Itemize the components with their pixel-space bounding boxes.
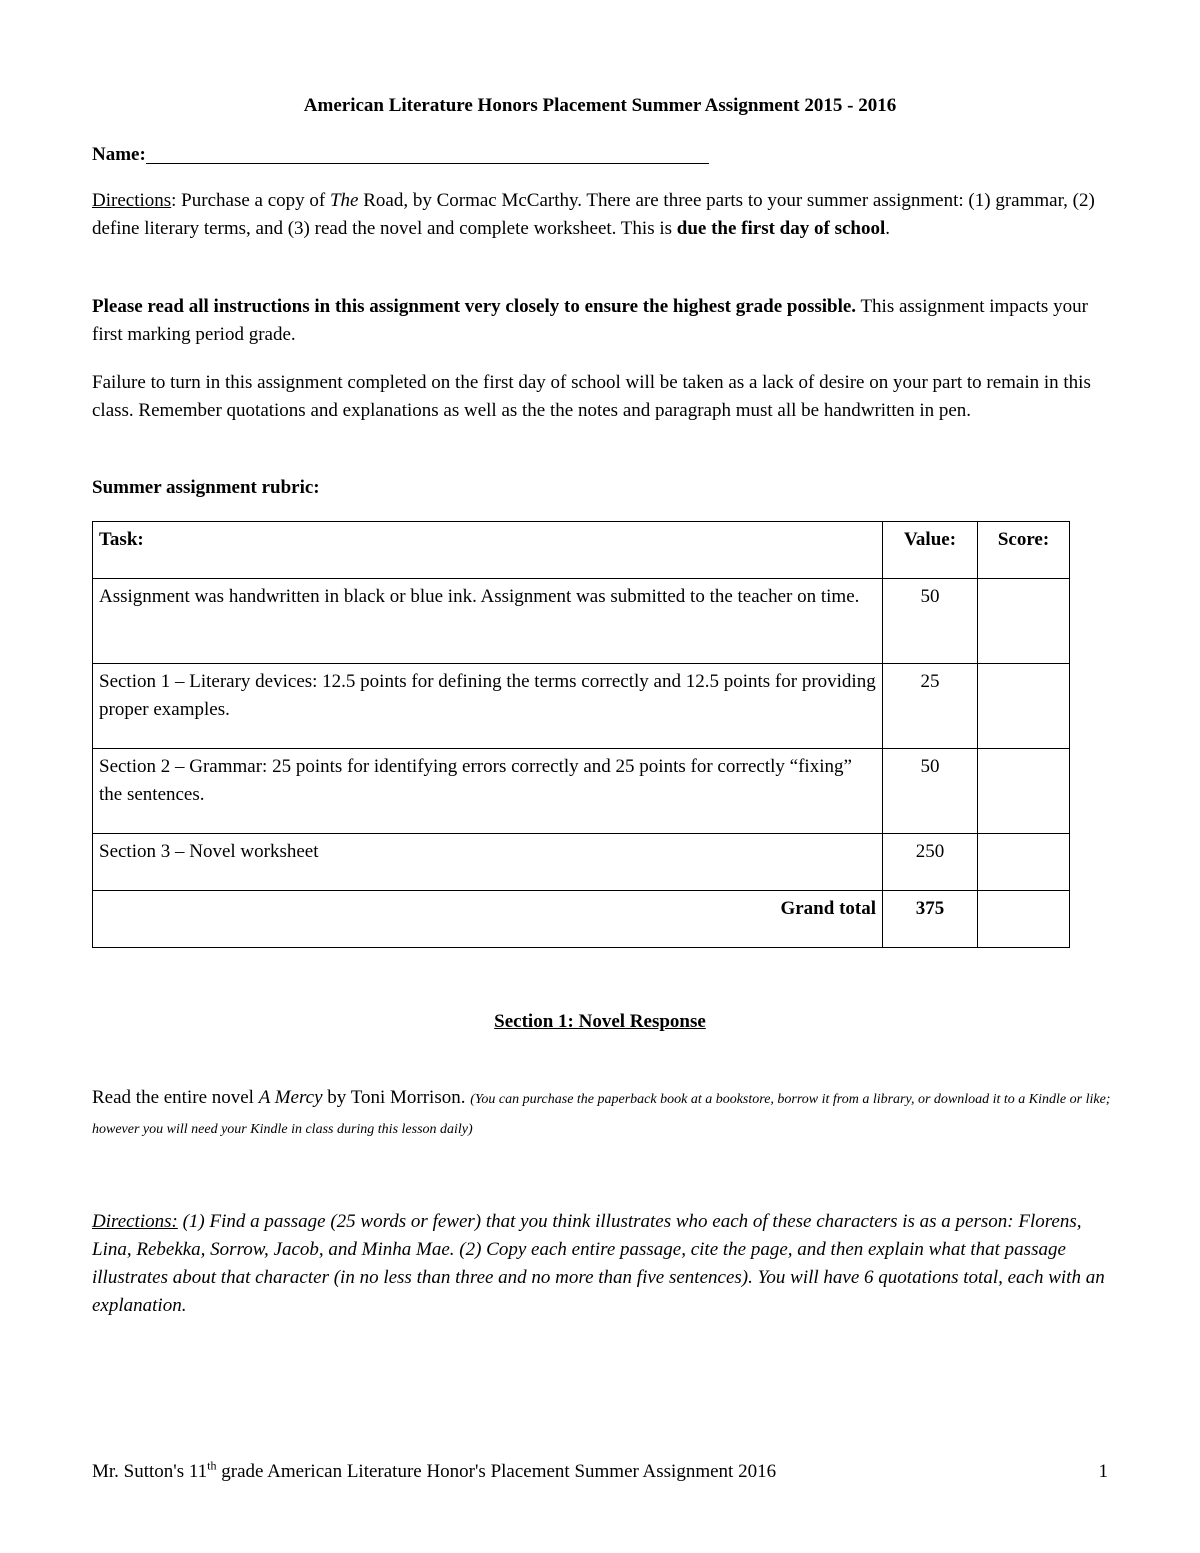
table-row <box>93 579 1070 664</box>
value-cell: 25 <box>883 664 978 749</box>
due-date-bold: due the first day of school <box>676 218 886 239</box>
name-label: Name: <box>92 144 146 165</box>
task-cell: Section 2 – Grammar: 25 points for identifying errors correctly and 25 points for correctly “fixing” the sentences. <box>93 749 883 834</box>
task-cell: Section 3 – Novel worksheet <box>93 834 883 891</box>
header-value: Value: <box>883 522 978 579</box>
table-row <box>93 749 1070 834</box>
book-title-italic: The <box>329 190 359 211</box>
directions-label: Directions <box>92 190 172 211</box>
failure-paragraph: Failure to turn in this assignment completed on the first day of school will be taken as a lack of desire on your part to remain in this class. Remember quotations and explanations as well as the the notes and paragraph must all be handwritten in pen. <box>92 372 1091 421</box>
page-footer <box>92 1458 1108 1486</box>
footer-text-2: grade American Literature Honor's Placement Summer Assignment 2016 <box>216 1461 777 1482</box>
table-row <box>93 664 1070 749</box>
value-cell: 250 <box>883 834 978 891</box>
header-task: Task: <box>93 522 883 579</box>
section-1-directions <box>92 1208 1112 1320</box>
grand-total-score <box>978 891 1070 948</box>
name-field <box>92 141 709 169</box>
value-cell: 50 <box>883 749 978 834</box>
read-text-2: by Toni Morrison. <box>322 1087 471 1108</box>
rubric-label: Summer assignment rubric: <box>92 477 320 498</box>
task-cell: Assignment was handwritten in black or blue ink. Assignment was submitted to the teacher on time. <box>93 579 883 664</box>
score-cell <box>978 834 1070 891</box>
instructions-rest: This assignment impacts your first marking period grade. <box>92 296 1088 345</box>
value-cell: 50 <box>883 579 978 664</box>
score-cell <box>978 749 1070 834</box>
header-score: Score: <box>978 522 1070 579</box>
purchase-note: (You can purchase the paperback book at a bookstore, borrow it from a library, or download it to a Kindle or like; however you will need your Kindle in class during this lesson daily) <box>92 1092 1111 1137</box>
document-title: American Literature Honors Placement Summer Assignment 2015 - 2016 <box>303 95 897 116</box>
instructions-paragraph <box>92 293 1112 349</box>
name-blank-line <box>146 141 709 164</box>
page-number: 1 <box>1098 1461 1108 1482</box>
directions-end: . <box>885 218 890 239</box>
footer-superscript: th <box>207 1458 217 1473</box>
novel-title-italic: A Mercy <box>258 1087 323 1108</box>
score-cell <box>978 579 1070 664</box>
section-1-directions-label: Directions: <box>92 1211 178 1232</box>
score-cell <box>978 664 1070 749</box>
read-paragraph <box>92 1084 1112 1144</box>
grand-total-row <box>93 891 1070 948</box>
directions-text-2: Road, by Cormac McCarthy. There are three parts to your summer assignment: (1) grammar, (2) define literary terms, and (3) read the novel and complete worksheet. This is <box>92 190 1095 239</box>
task-cell: Section 1 – Literary devices: 12.5 points for defining the terms correctly and 12.5 points for providing proper examples. <box>93 664 883 749</box>
footer-text-1: Mr. Sutton's 11 <box>92 1461 208 1482</box>
table-row <box>93 834 1070 891</box>
directions-text-1: : Purchase a copy of <box>171 190 330 211</box>
read-text-1: Read the entire novel <box>92 1087 259 1108</box>
grand-total-value: 375 <box>883 891 978 948</box>
directions-paragraph <box>92 187 1112 243</box>
instructions-bold: Please read all instructions in this assignment very closely to ensure the highest grade possible. <box>92 296 857 317</box>
grand-total-label: Grand total <box>93 891 883 948</box>
section-1-directions-text: (1) Find a passage (25 words or fewer) that you think illustrates who each of these characters is as a person: Florens, Lina, Rebekka, Sorrow, Jacob, and Minha Mae. (2) Copy each entire passage, cite the page, and then explain what that passage illustrates about that character (in no less than three and no more than five sentences). You will have 6 quotations total, each with an explanation. <box>92 1211 1105 1316</box>
section-1-title: Section 1: Novel Response <box>494 1011 706 1032</box>
rubric-header-row <box>93 522 1070 579</box>
rubric-table <box>92 521 1070 948</box>
